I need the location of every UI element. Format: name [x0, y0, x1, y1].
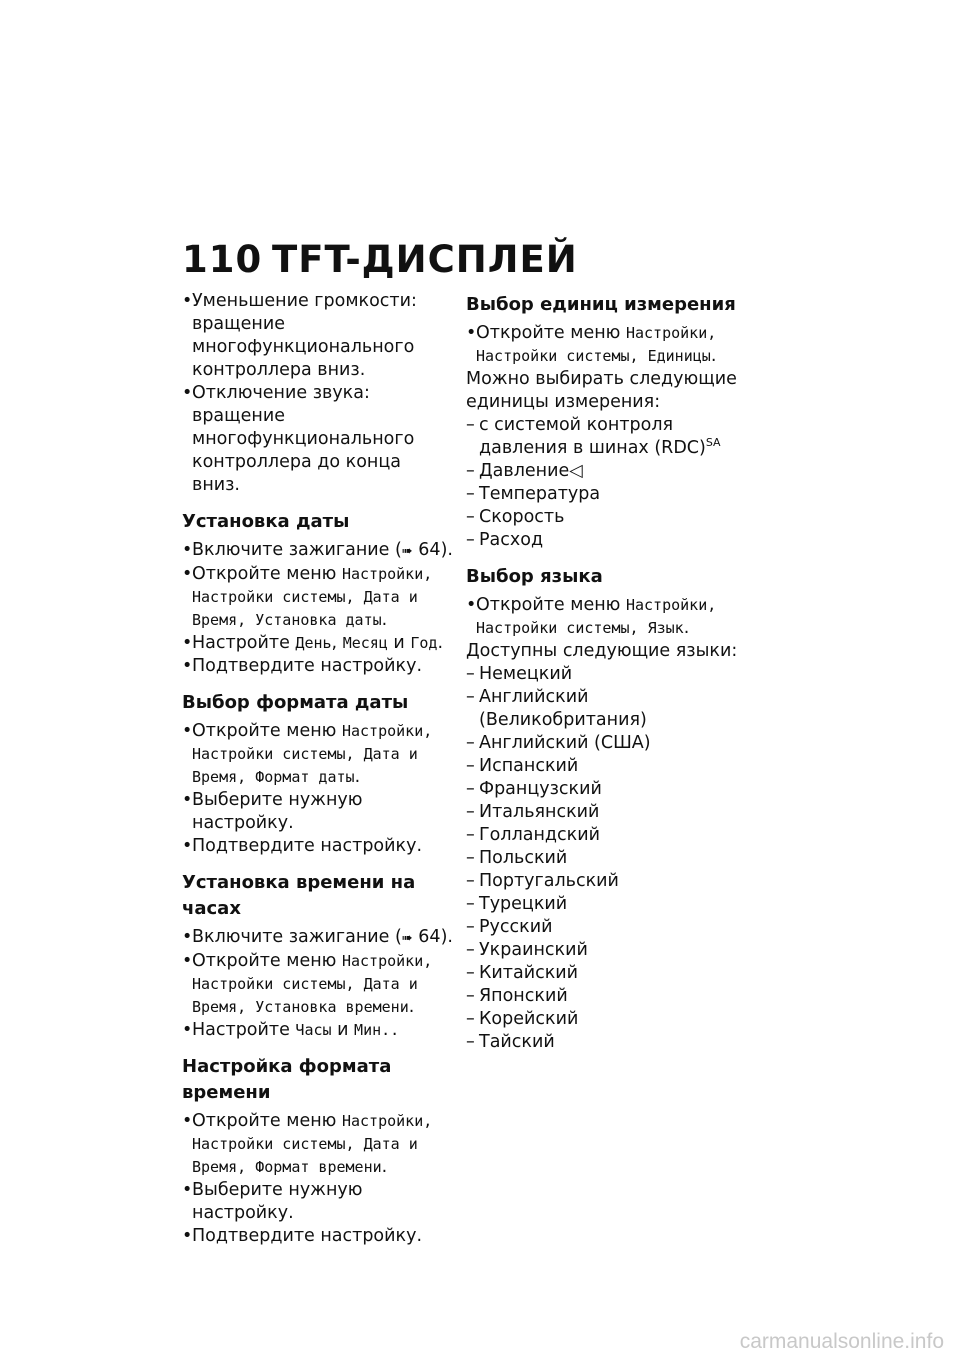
watermark: carmanualsonline.info: [739, 1330, 944, 1353]
menu-path: Настройки, Настройки системы, Дата и Время, Формат времени: [192, 1112, 433, 1176]
bullet-confirm: • Подтвердите настройку.: [182, 655, 454, 678]
list-item: – Английский (США): [466, 732, 756, 755]
page-reference: 64: [418, 540, 441, 560]
list-item: – Голландский: [466, 824, 756, 847]
optional-marker-icon: ◁: [569, 461, 583, 481]
heading-time-setting: Установка времени на часах: [182, 872, 416, 919]
list-item: – Расход: [466, 529, 756, 552]
list-item: – Температура: [466, 483, 756, 506]
list-item: – Итальянский: [466, 801, 756, 824]
menu-path: Настройки, Настройки системы, Дата и Время, Формат даты: [192, 722, 433, 786]
list-item: – Португальский: [466, 870, 756, 893]
heading-units: Выбор единиц измерения: [466, 294, 736, 315]
list-item: – Английский (Великобритания): [466, 686, 756, 732]
list-item: – Испанский: [466, 755, 756, 778]
list-item: – Японский: [466, 985, 756, 1008]
bullet-set-date: • Настройте День, Месяц и Год.: [182, 632, 454, 655]
bullet-select: • Выберите нужную настройку.: [182, 1179, 454, 1225]
list-item: – Украинский: [466, 939, 756, 962]
heading-language: Выбор языка: [466, 566, 603, 587]
language-intro: Доступны следующие языки:: [466, 641, 738, 661]
list-item-rdc: – с системой контроля давления в шинах (RDC)$^{SA}$: [466, 414, 756, 460]
heading-time-format: Настройка формата времени: [182, 1056, 392, 1103]
right-column: [466, 290, 756, 1054]
menu-path: Настройки, Настройки системы, Дата и Время, Установка времени: [192, 952, 433, 1016]
page-reference: 64: [418, 927, 441, 947]
bullet-mute: • Отключение звука: вращение многофункционального контроллера до конца вниз.: [182, 382, 454, 497]
bullet-open-menu: • Откройте меню Настройки, Настройки системы, Дата и Время, Установка времени.: [182, 950, 454, 1019]
left-column: [182, 290, 454, 1248]
bullet-confirm: • Подтвердите настройку.: [182, 1225, 454, 1248]
bullet-volume-down: • Уменьшение громкости: вращение многофункционального контроллера вниз.: [182, 290, 454, 382]
menu-item-day: День: [295, 634, 332, 652]
bullet-open-menu: • Откройте меню Настройки, Настройки системы, Единицы.: [466, 322, 756, 368]
menu-item-hours: Часы: [295, 1021, 332, 1039]
bullet-open-menu: • Откройте меню Настройки, Настройки системы, Дата и Время, Установка даты.: [182, 563, 454, 632]
menu-item-year: Год: [410, 634, 438, 652]
heading-date-setting: Установка даты: [182, 511, 350, 532]
list-item: – Русский: [466, 916, 756, 939]
page-title: TFT-ДИСПЛЕЙ: [272, 238, 578, 281]
list-item: – Турецкий: [466, 893, 756, 916]
list-item: – Польский: [466, 847, 756, 870]
bullet-confirm: • Подтвердите настройку.: [182, 835, 454, 858]
page-number: 110: [182, 238, 263, 281]
list-item: – Корейский: [466, 1008, 756, 1031]
list-item: – Французский: [466, 778, 756, 801]
menu-path: Настройки, Настройки системы, Язык: [476, 596, 717, 637]
menu-item-month: Месяц: [342, 634, 388, 652]
reference-arrow-icon: ➠: [401, 544, 413, 559]
bullet-open-menu: • Откройте меню Настройки, Настройки системы, Дата и Время, Формат даты.: [182, 720, 454, 789]
list-item: – Тайский: [466, 1031, 756, 1054]
list-item: – Скорость: [466, 506, 756, 529]
bullet-ignition: • Включите зажигание (➠ 64).: [182, 926, 454, 950]
bullet-set-time: • Настройте Часы и Мин..: [182, 1019, 454, 1042]
heading-date-format: Выбор формата даты: [182, 692, 409, 713]
sa-badge: SA: [705, 436, 721, 450]
menu-item-minutes: Мин..: [354, 1021, 400, 1039]
bullet-ignition: • Включите зажигание (➠ 64).: [182, 539, 454, 563]
list-item: – Китайский: [466, 962, 756, 985]
list-item: – Немецкий: [466, 663, 756, 686]
bullet-open-menu: • Откройте меню Настройки, Настройки системы, Язык.: [466, 594, 756, 640]
page-header: [182, 238, 578, 288]
menu-path: Настройки, Настройки системы, Дата и Время, Установка даты: [192, 565, 433, 629]
reference-arrow-icon: ➠: [401, 931, 413, 946]
bullet-open-menu: • Откройте меню Настройки, Настройки системы, Дата и Время, Формат времени.: [182, 1110, 454, 1179]
menu-path: Настройки, Настройки системы, Единицы: [476, 324, 717, 365]
list-item-pressure: – Давление◁: [466, 460, 756, 483]
bullet-select: • Выберите нужную настройку.: [182, 789, 454, 835]
units-intro: Можно выбирать следующие единицы измерения:: [466, 369, 737, 412]
